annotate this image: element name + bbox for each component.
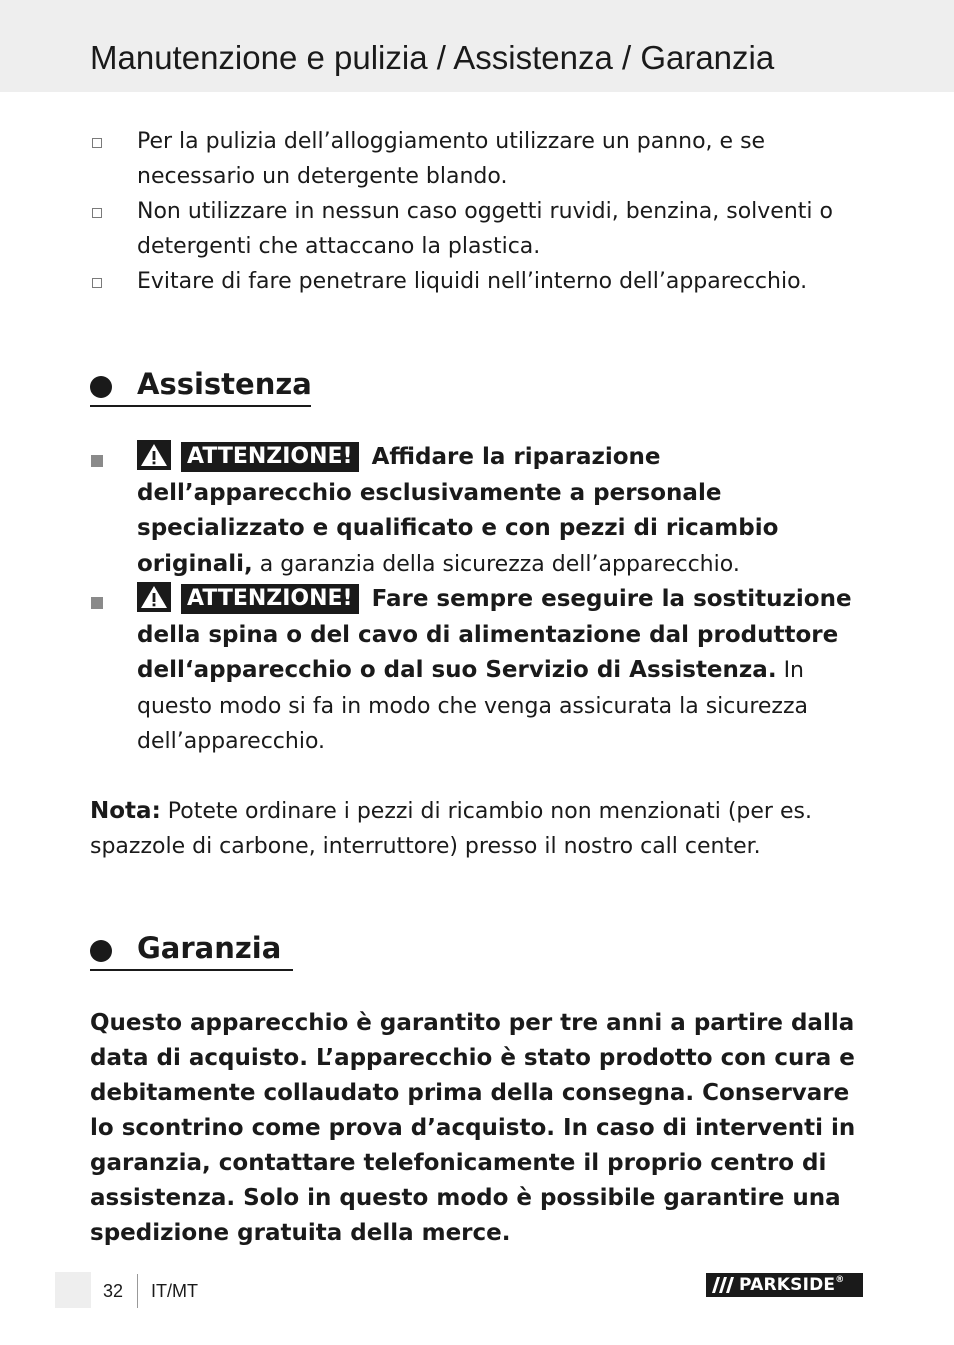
circle-dot-icon bbox=[90, 376, 112, 398]
square-filled-icon bbox=[91, 455, 103, 467]
circle-dot-icon bbox=[90, 940, 112, 962]
warning-text: In questo modo si fa in modo che venga assicurata la sicurezza dell’apparecchio. bbox=[137, 658, 808, 754]
square-outline-icon bbox=[92, 208, 102, 218]
maintenance-list bbox=[0, 124, 867, 299]
warning-item bbox=[0, 582, 867, 760]
brand-logo bbox=[706, 1273, 863, 1297]
list-item-text: Per la pulizia dell’alloggiamento utilizzare un panno, e se necessario un detergente blando. bbox=[137, 129, 766, 189]
warning-badge: ATTENZIONE! bbox=[181, 584, 359, 614]
list-item bbox=[0, 264, 867, 299]
footer-divider bbox=[137, 1274, 138, 1308]
square-outline-icon bbox=[92, 138, 102, 148]
page-title: Manutenzione e pulizia / Assistenza / Garanzia bbox=[90, 39, 775, 76]
warning-text: a garanzia della sicurezza dell’apparecchio. bbox=[259, 551, 740, 577]
warning-triangle-icon bbox=[137, 440, 171, 470]
square-filled-icon bbox=[91, 597, 103, 609]
page-number: 32 bbox=[103, 1281, 124, 1301]
warning-bold-text: Fare sempre eseguire la sostituzione della spina o del cavo di alimentazione dal produttore dell‘apparecchio o dal suo Servizio di Assistenza. bbox=[137, 586, 852, 683]
footer-box bbox=[55, 1272, 91, 1308]
section-title: Garanzia bbox=[137, 931, 282, 965]
warning-badge: ATTENZIONE! bbox=[181, 442, 359, 472]
assistance-warnings bbox=[0, 440, 867, 760]
heading-underline bbox=[90, 405, 311, 407]
warning-item bbox=[0, 440, 867, 582]
note-paragraph bbox=[90, 794, 860, 864]
brand-name: PARKSIDE® bbox=[739, 1275, 845, 1295]
heading-underline bbox=[90, 969, 293, 971]
square-outline-icon bbox=[92, 278, 102, 288]
page-language: IT/MT bbox=[151, 1281, 198, 1301]
warranty-text: Questo apparecchio è garantito per tre anni a partire dalla data di acquisto. L’apparecchio è stato prodotto con cura e debitamente collaudato prima della consegna. Conservare lo scontrino come prova d’acquisto. In caso di interventi in garanzia, contattare telefonicamente il proprio centro di assistenza. Solo in questo modo è possibile garantire una spedizione gratuita della merce. bbox=[90, 1010, 856, 1246]
section-title: Assistenza bbox=[137, 367, 312, 401]
warning-bold-text: Affidare la riparazione dell’apparecchio esclusivamente a personale specializzato e qualificato e con pezzi di ricambio originali, bbox=[137, 444, 779, 577]
list-item bbox=[0, 194, 867, 264]
note-label: Nota: bbox=[90, 798, 161, 824]
logo-stripes-icon bbox=[706, 1273, 738, 1297]
list-item-text: Evitare di fare penetrare liquidi nell’interno dell’apparecchio. bbox=[137, 269, 808, 294]
warning-triangle-icon bbox=[137, 582, 171, 612]
list-item bbox=[0, 124, 867, 194]
note-text: Potete ordinare i pezzi di ricambio non menzionati (per es. spazzole di carbone, interruttore) presso il nostro call center. bbox=[90, 799, 812, 859]
list-item-text: Non utilizzare in nessun caso oggetti ruvidi, benzina, solventi o detergenti che attaccano la plastica. bbox=[137, 199, 833, 259]
